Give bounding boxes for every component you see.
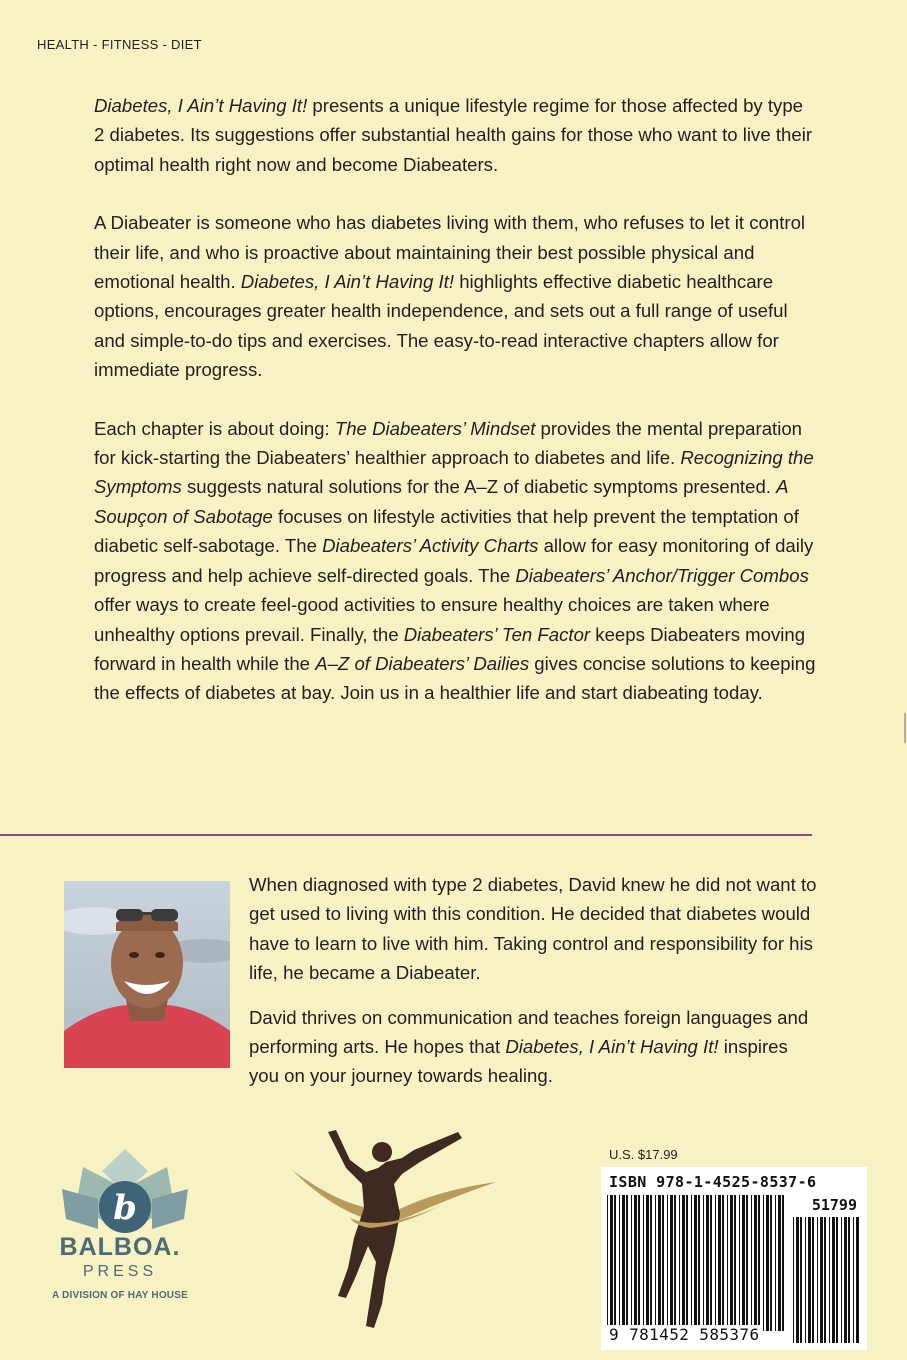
barcode-bar [679, 1195, 680, 1331]
barcode-bar [634, 1195, 637, 1331]
barcode-bar [844, 1217, 847, 1343]
price-code: 51799 [811, 1196, 857, 1214]
barcode-bar [805, 1217, 806, 1343]
barcode-addon-bars [793, 1217, 859, 1343]
isbn-number: ISBN 978-1-4525-8537-6 [609, 1173, 817, 1191]
section-divider [0, 834, 812, 836]
barcode-bar [694, 1195, 697, 1331]
barcode-bar [820, 1217, 823, 1343]
book-title-italic: Diabetes, I Ain’t Having It! [94, 95, 308, 116]
isbn-barcode [601, 1167, 867, 1350]
barcode-bar [793, 1217, 794, 1343]
lotus-icon [58, 1145, 192, 1235]
barcode-bar [739, 1195, 740, 1331]
barcode-digits: 9 781452 585376 [609, 1325, 760, 1344]
barcode-bar [631, 1195, 632, 1331]
barcode-bar [662, 1195, 664, 1331]
barcode-bar [610, 1195, 613, 1331]
barcode-bar [775, 1195, 776, 1331]
barcode-bar [796, 1217, 799, 1343]
chapter-title: Recognizing the Symptoms [94, 447, 814, 498]
barcode-bar [691, 1195, 692, 1331]
barcode-bar [853, 1217, 854, 1343]
barcode-bar [682, 1195, 685, 1331]
barcode-bar [832, 1217, 835, 1343]
bio-paragraph-1: When diagnosed with type 2 diabetes, David knew he did not want to get used to living with this condition. He decided that diabetes would have to learn to live with him. Taking control and responsibility for his life, he became a Diabeater. [249, 874, 817, 984]
barcode-bar [808, 1217, 811, 1343]
barcode-bar [763, 1195, 764, 1331]
barcode-bar [650, 1195, 652, 1331]
barcode-bar [646, 1195, 649, 1331]
price-label: U.S. $17.99 [609, 1147, 678, 1162]
barcode-bar [754, 1195, 757, 1331]
barcode-bar [626, 1195, 628, 1331]
runner-finish-line-icon [290, 1128, 500, 1338]
barcode-bar [698, 1195, 700, 1331]
chapter-title: Diabeaters’ Activity Charts [322, 535, 539, 557]
barcode-bar [800, 1217, 802, 1343]
author-bio [249, 870, 819, 1106]
book-title-italic: Diabetes, I Ain’t Having It! [240, 271, 455, 293]
barcode-bar [686, 1195, 688, 1331]
barcode-bar [836, 1217, 838, 1343]
barcode-bar [710, 1195, 712, 1331]
barcode-bar [658, 1195, 661, 1331]
barcode-bars [607, 1195, 787, 1331]
publisher-press: PRESS [82, 1263, 158, 1280]
barcode-bar [824, 1217, 826, 1343]
barcode-bar [670, 1195, 673, 1331]
barcode-bar [638, 1195, 640, 1331]
barcode-bar [734, 1195, 736, 1331]
blurb-paragraph-3: Each chapter is about doing: The Diabeaters’ Mindset provides the mental preparation for kick-starting the Diabeaters’ healthier approach to diabetes and life. Recognizing the Symptoms suggests natural solutions for the A–Z of diabetic symptoms presented. A Soupçon of Sabotage focuses on lifestyle activities that help prevent the temptation of diabetic self-sabotage. The Diabeaters’ Activity Charts allow for easy monitoring of daily progress and help achieve self-directed goals. The Diabeaters’ Anchor/Trigger Combos offer ways to create feel-good activities to ensure healthy choices are taken where unhealthy options prevail. Finally, the Diabeaters’ Ten Factor keeps Diabeaters moving forward in health while the A–Z of Diabeaters’ Dailies gives concise solutions to keeping the effects of diabetes at bay. Join us in a healthier life and start diabeating today. [94, 417, 816, 704]
barcode-bar [841, 1217, 842, 1343]
barcode-bar [848, 1217, 850, 1343]
barcode-bar [727, 1195, 728, 1331]
barcode-bar [766, 1195, 769, 1331]
barcode-bar [622, 1195, 625, 1331]
barcode-bar [782, 1195, 784, 1331]
chapter-title: Diabeaters’ Ten Factor [403, 623, 591, 645]
book-title-italic: Diabetes, I Ain’t Having It! [505, 1036, 719, 1058]
barcode-bar [655, 1195, 656, 1331]
category-label: HEALTH - FITNESS - DIET [37, 37, 202, 52]
bio-paragraph-2: David thrives on communication and teaches foreign languages and performing arts. He hopes that Diabetes, I Ain’t Having It! inspires you on your journey towards healing. [249, 1006, 809, 1087]
edge-mark [904, 713, 906, 743]
barcode-bar [643, 1195, 644, 1331]
barcode-bar [706, 1195, 709, 1331]
barcode-bar [746, 1195, 748, 1331]
publisher-division: A DIVISION OF HAY HOUSE [52, 1290, 188, 1301]
barcode-bar [674, 1195, 676, 1331]
chapter-title: A Soupçon of Sabotage [94, 476, 788, 527]
barcode-bar [856, 1217, 859, 1343]
barcode-bar [667, 1195, 668, 1331]
barcode-bar [722, 1195, 724, 1331]
publisher-name: BALBOA. [59, 1233, 181, 1261]
blurb-paragraph-1: Diabetes, I Ain’t Having It! presents a unique lifestyle regime for those affected by type 2 diabetes. Its suggestions offer substantial health gains for those who want to live their optimal health right now and become Diabeaters. [94, 95, 813, 175]
barcode-bar [778, 1195, 781, 1331]
barcode-bar [718, 1195, 721, 1331]
barcode-bar [703, 1195, 704, 1331]
barcode-bar [715, 1195, 716, 1331]
barcode-bar [829, 1217, 830, 1343]
blurb-paragraph-2: A Diabeater is someone who has diabetes living with them, who refuses to let it control their life, and who is proactive about maintaining their best possible physical and emotional health. Diabetes, I Ain’t Having It! highlights effective diabetic healthcare options, encourages greater health independence, and sets out a full range of useful and simple-to-do tips and exercises. The easy-to-read interactive chapters allow for immediate progress. [94, 212, 806, 381]
barcode-bar [619, 1195, 620, 1331]
publisher-logo [40, 1145, 210, 1315]
svg-text:b: b [113, 1188, 137, 1228]
barcode-bar [607, 1195, 608, 1331]
barcode-bar [730, 1195, 733, 1331]
barcode-bar [770, 1195, 772, 1331]
barcode-bar [751, 1195, 752, 1331]
author-photo [64, 881, 230, 1068]
barcode-bar [614, 1195, 616, 1331]
barcode-bar [742, 1195, 745, 1331]
chapter-title: The Diabeaters’ Mindset [334, 417, 536, 439]
chapter-title: Diabeaters’ Anchor/Trigger Combos [515, 564, 809, 586]
chapter-title: A–Z of Diabeaters’ Dailies [315, 652, 530, 674]
back-cover-blurb [94, 91, 816, 708]
barcode-bar [758, 1195, 760, 1331]
barcode-bar [817, 1217, 818, 1343]
barcode-bar [812, 1217, 814, 1343]
